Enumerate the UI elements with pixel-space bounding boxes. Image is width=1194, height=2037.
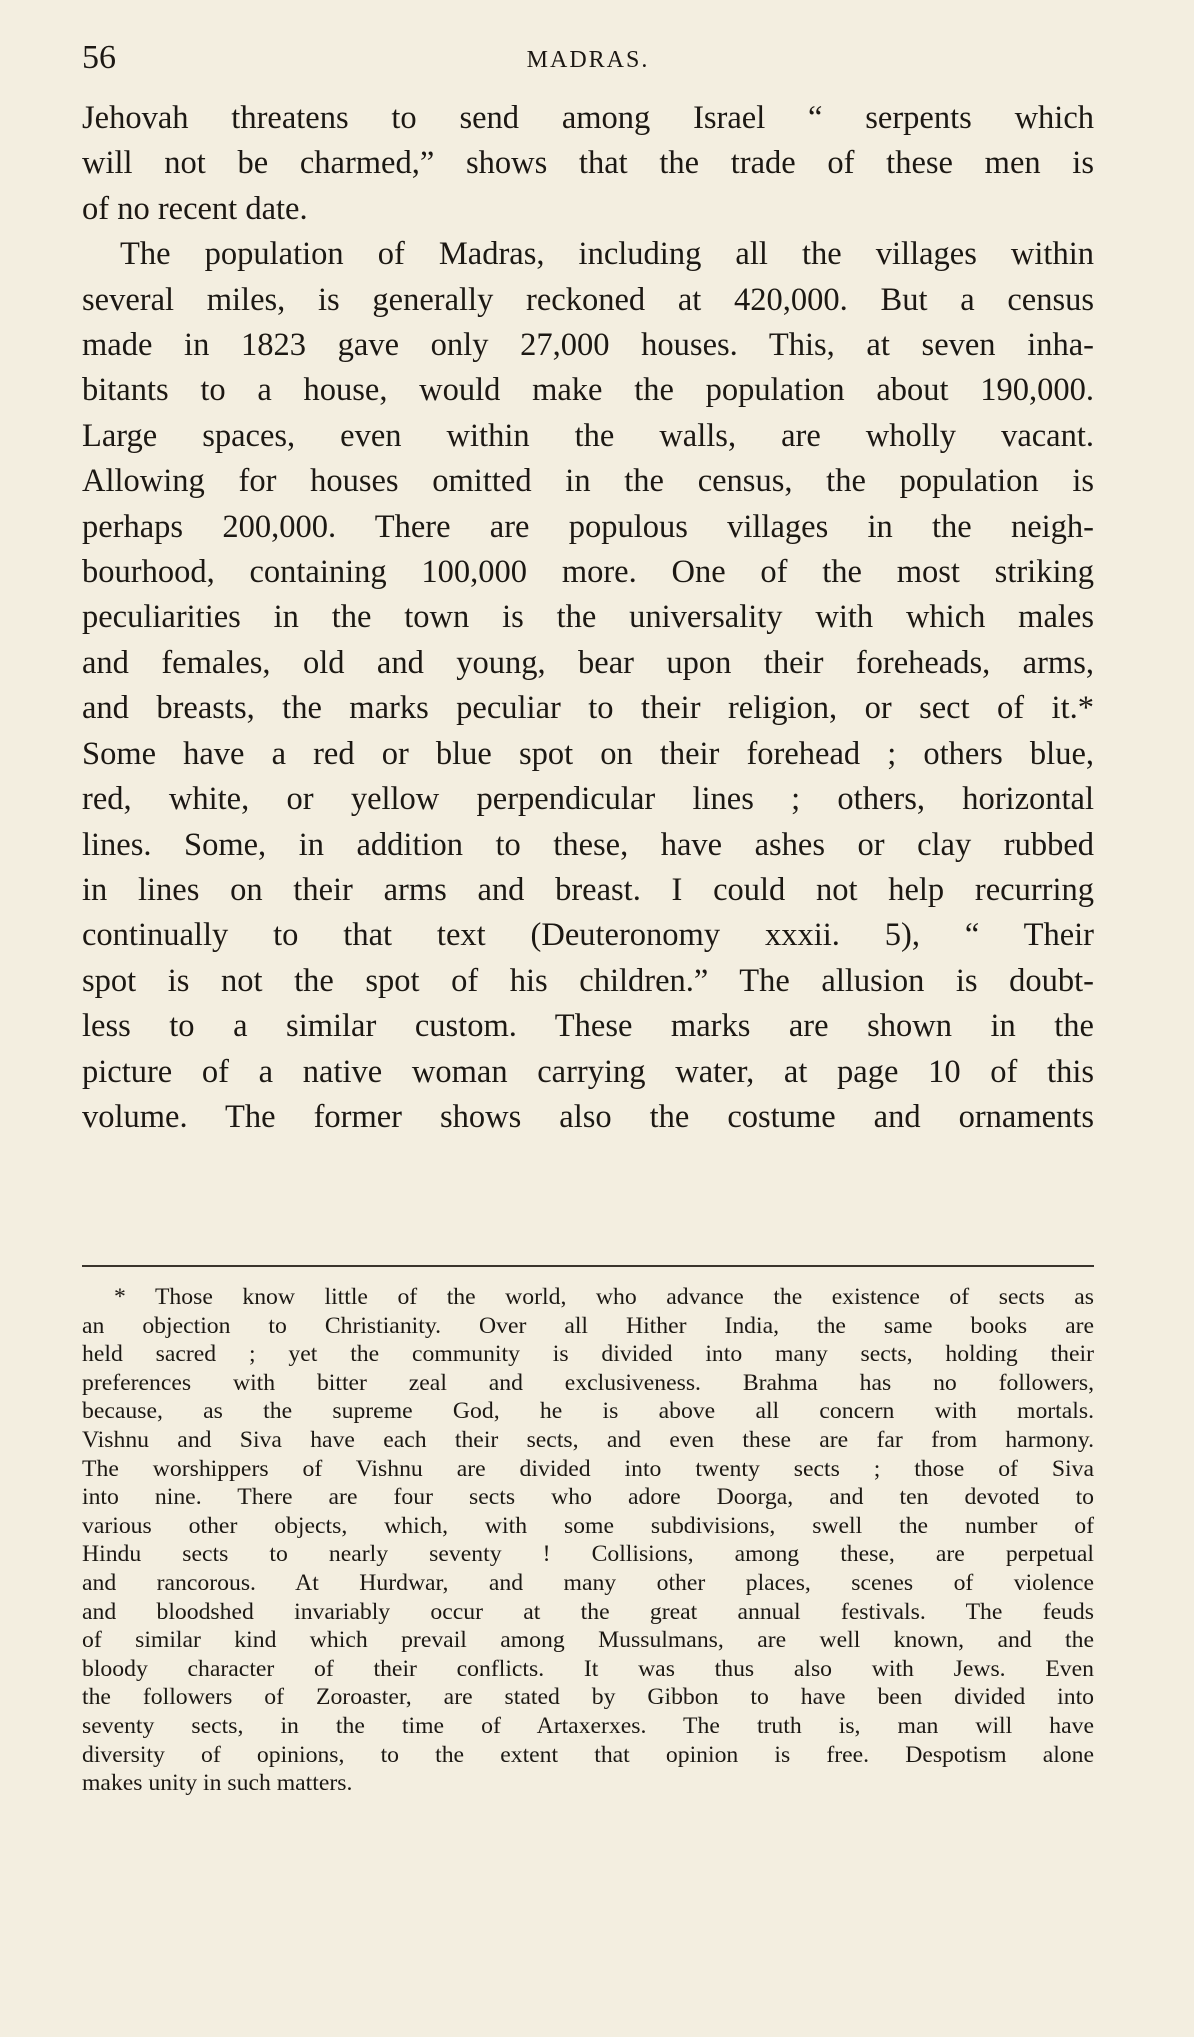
body-line: bitants to a house, would make the population about 190,000.	[82, 372, 1094, 409]
body-line: picture of a native woman carrying water, at page 10 of this	[82, 1053, 1094, 1090]
body-line: continually to that text (Deuteronomy xxxii. 5), “ Their	[82, 917, 1094, 954]
footnote-line: into nine. There are four sects who adore Doorga, and ten devoted to	[82, 1484, 1094, 1511]
body-line: will not be charmed,” shows that the trade of these men is	[82, 145, 1094, 182]
body-line: bourhood, containing 100,000 more. One of the most striking	[82, 554, 1094, 591]
body-text	[82, 96, 1094, 1140]
body-line: of no recent date.	[82, 190, 308, 227]
footnote-line: and bloodshed invariably occur at the great annual festivals. The feuds	[82, 1598, 1094, 1625]
body-line: The population of Madras, including all the villages within	[120, 236, 1094, 273]
footnote-line: and rancorous. At Hurdwar, and many other places, scenes of violence	[82, 1569, 1094, 1596]
body-line: Large spaces, even within the walls, are wholly vacant.	[82, 417, 1094, 454]
body-line: and breasts, the marks peculiar to their religion, or sect of it.*	[82, 690, 1094, 727]
body-line: made in 1823 gave only 27,000 houses. This, at seven inha-	[82, 327, 1094, 364]
footnote-line: various other objects, which, with some subdivisions, swell the number of	[82, 1512, 1094, 1539]
page-header	[82, 36, 1094, 84]
footnote-line: an objection to Christianity. Over all Hither India, the same books are	[82, 1312, 1094, 1339]
page-number: 56	[82, 39, 116, 76]
book-page	[82, 0, 1094, 2037]
running-head: MADRAS.	[526, 47, 650, 73]
footnote-divider	[82, 1265, 1094, 1267]
footnote-line: Hindu sects to nearly seventy ! Collisions, among these, are perpetual	[82, 1541, 1094, 1568]
footnote-line: bloody character of their conflicts. It was thus also with Jews. Even	[82, 1655, 1094, 1682]
footnote-line: of similar kind which prevail among Mussulmans, are well known, and the	[82, 1627, 1094, 1654]
body-line: peculiarities in the town is the universality with which males	[82, 599, 1094, 636]
body-line: and females, old and young, bear upon their foreheads, arms,	[82, 644, 1094, 681]
footnote-line: Vishnu and Siva have each their sects, and even these are far from harmony.	[82, 1426, 1094, 1453]
body-line: in lines on their arms and breast. I could not help recurring	[82, 871, 1094, 908]
body-line: several miles, is generally reckoned at 420,000. But a census	[82, 281, 1094, 318]
footnote-line: diversity of opinions, to the extent that opinion is free. Despotism alone	[82, 1741, 1094, 1768]
footnote-line: the followers of Zoroaster, are stated by Gibbon to have been divided into	[82, 1684, 1094, 1711]
body-line: volume. The former shows also the costume and ornaments	[82, 1098, 1094, 1135]
footnote-line: makes unity in such matters.	[82, 1770, 353, 1797]
footnote-line: seventy sects, in the time of Artaxerxes. The truth is, man will have	[82, 1712, 1094, 1739]
body-line: red, white, or yellow perpendicular lines ; others, horizontal	[82, 781, 1094, 818]
body-line: lines. Some, in addition to these, have ashes or clay rubbed	[82, 826, 1094, 863]
body-line: less to a similar custom. These marks are shown in the	[82, 1008, 1094, 1045]
footnote-line: The worshippers of Vishnu are divided into twenty sects ; those of Siva	[82, 1455, 1094, 1482]
body-line: Allowing for houses omitted in the census, the population is	[82, 463, 1094, 500]
body-line: spot is not the spot of his children.” The allusion is doubt-	[82, 962, 1094, 999]
footnote-line: * Those know little of the world, who advance the existence of sects as	[114, 1284, 1094, 1310]
body-line: Some have a red or blue spot on their forehead ; others blue,	[82, 735, 1094, 772]
footnote-line: because, as the supreme God, he is above all concern with mortals.	[82, 1398, 1094, 1425]
body-line: perhaps 200,000. There are populous villages in the neigh-	[82, 508, 1094, 545]
footnote-line: held sacred ; yet the community is divided into many sects, holding their	[82, 1341, 1094, 1368]
body-line: Jehovah threatens to send among Israel “ serpents which	[82, 100, 1094, 136]
footnote	[82, 1283, 1094, 1798]
footnote-line: preferences with bitter zeal and exclusiveness. Brahma has no followers,	[82, 1369, 1094, 1396]
